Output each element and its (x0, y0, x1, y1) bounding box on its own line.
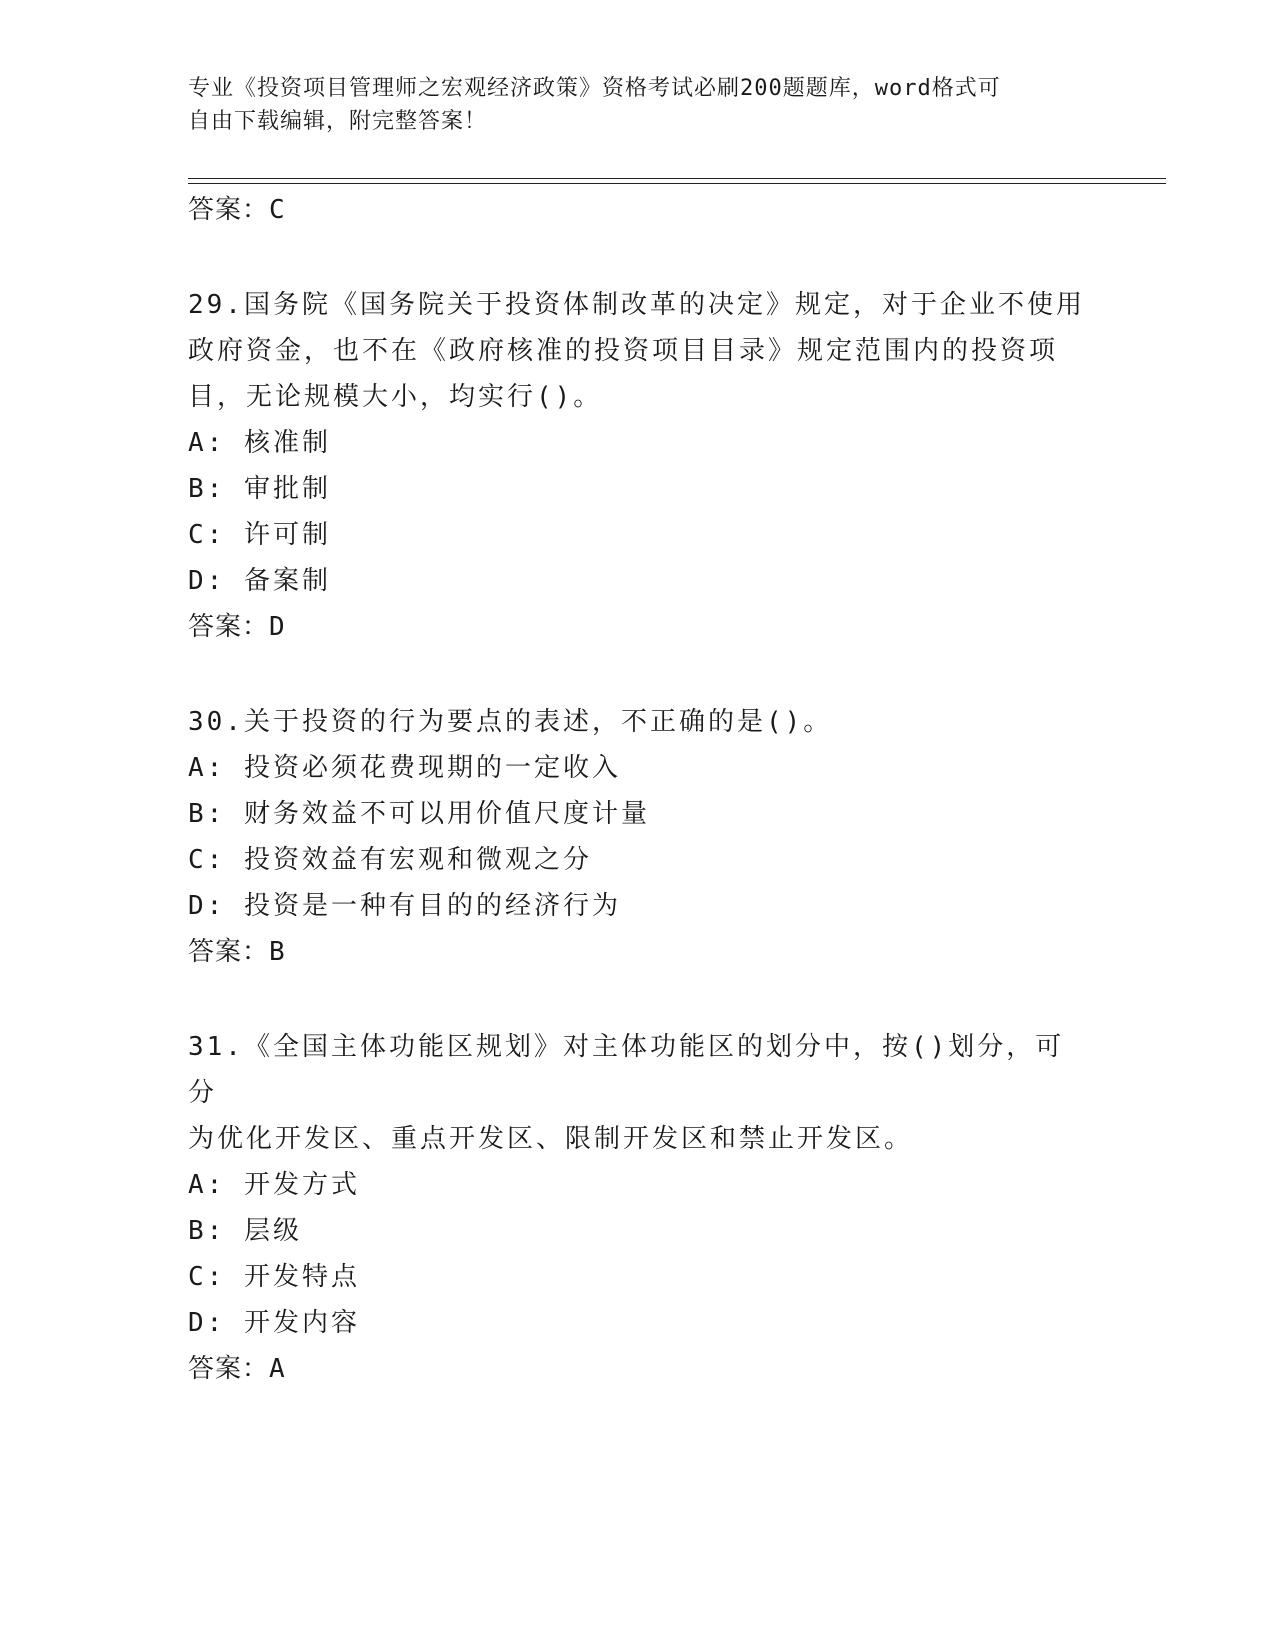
option-c: C: 投资效益有宏观和微观之分 (188, 845, 592, 875)
answer-label: 答案： (188, 612, 270, 642)
stem-line: 30.关于投资的行为要点的表述，不正确的是()。 (188, 707, 833, 737)
question-stem (188, 1024, 1088, 1162)
option-d: D: 开发内容 (188, 1308, 360, 1338)
stem-line: 政府资金，也不在《政府核准的投资项目目录》规定范围内的投资项 (188, 336, 1059, 366)
option-c: C: 许可制 (188, 520, 331, 550)
answer-value: A (269, 1354, 286, 1384)
answer-line (188, 932, 1088, 972)
answer-line (188, 1349, 1088, 1389)
option-a: A: 核准制 (188, 428, 331, 458)
answer-label: 答案： (188, 1354, 270, 1384)
page-header (188, 72, 1088, 138)
stem-line: 29.国务院《国务院关于投资体制改革的决定》规定，对于企业不使用 (188, 290, 1085, 320)
option-c: C: 开发特点 (188, 1262, 360, 1292)
option-d: D: 备案制 (188, 566, 331, 596)
option-d: D: 投资是一种有目的的经济行为 (188, 891, 621, 921)
option-b: B: 财务效益不可以用价值尺度计量 (188, 799, 650, 829)
stem-line: 31.《全国主体功能区规划》对主体功能区的划分中，按()划分，可分 (188, 1032, 1065, 1108)
option-a: A: 开发方式 (188, 1170, 360, 1200)
question-29 (188, 282, 1088, 647)
question-stem (188, 699, 1088, 745)
header-divider (188, 178, 1166, 184)
question-stem (188, 282, 1088, 420)
header-line-1: 专业《投资项目管理师之宏观经济政策》资格考试必刷200题题库，word格式可 (188, 76, 1001, 101)
answer-value: C (269, 195, 286, 225)
header-line-2: 自由下载编辑，附完整答案！ (188, 109, 488, 134)
answer-value: D (269, 612, 286, 642)
question-list (188, 190, 1088, 1389)
answer-line (188, 607, 1088, 647)
option-b: B: 层级 (188, 1216, 302, 1246)
question-31 (188, 1024, 1088, 1389)
answer-line (188, 190, 1088, 230)
question-30 (188, 699, 1088, 972)
stem-line: 为优化开发区、重点开发区、限制开发区和禁止开发区。 (188, 1124, 914, 1154)
answer-label: 答案： (188, 937, 270, 967)
answer-label: 答案： (188, 195, 270, 225)
answer-value: B (269, 937, 286, 967)
option-b: B: 审批制 (188, 474, 331, 504)
stem-line: 目，无论规模大小，均实行()。 (188, 382, 603, 412)
option-a: A: 投资必须花费现期的一定收入 (188, 753, 621, 783)
